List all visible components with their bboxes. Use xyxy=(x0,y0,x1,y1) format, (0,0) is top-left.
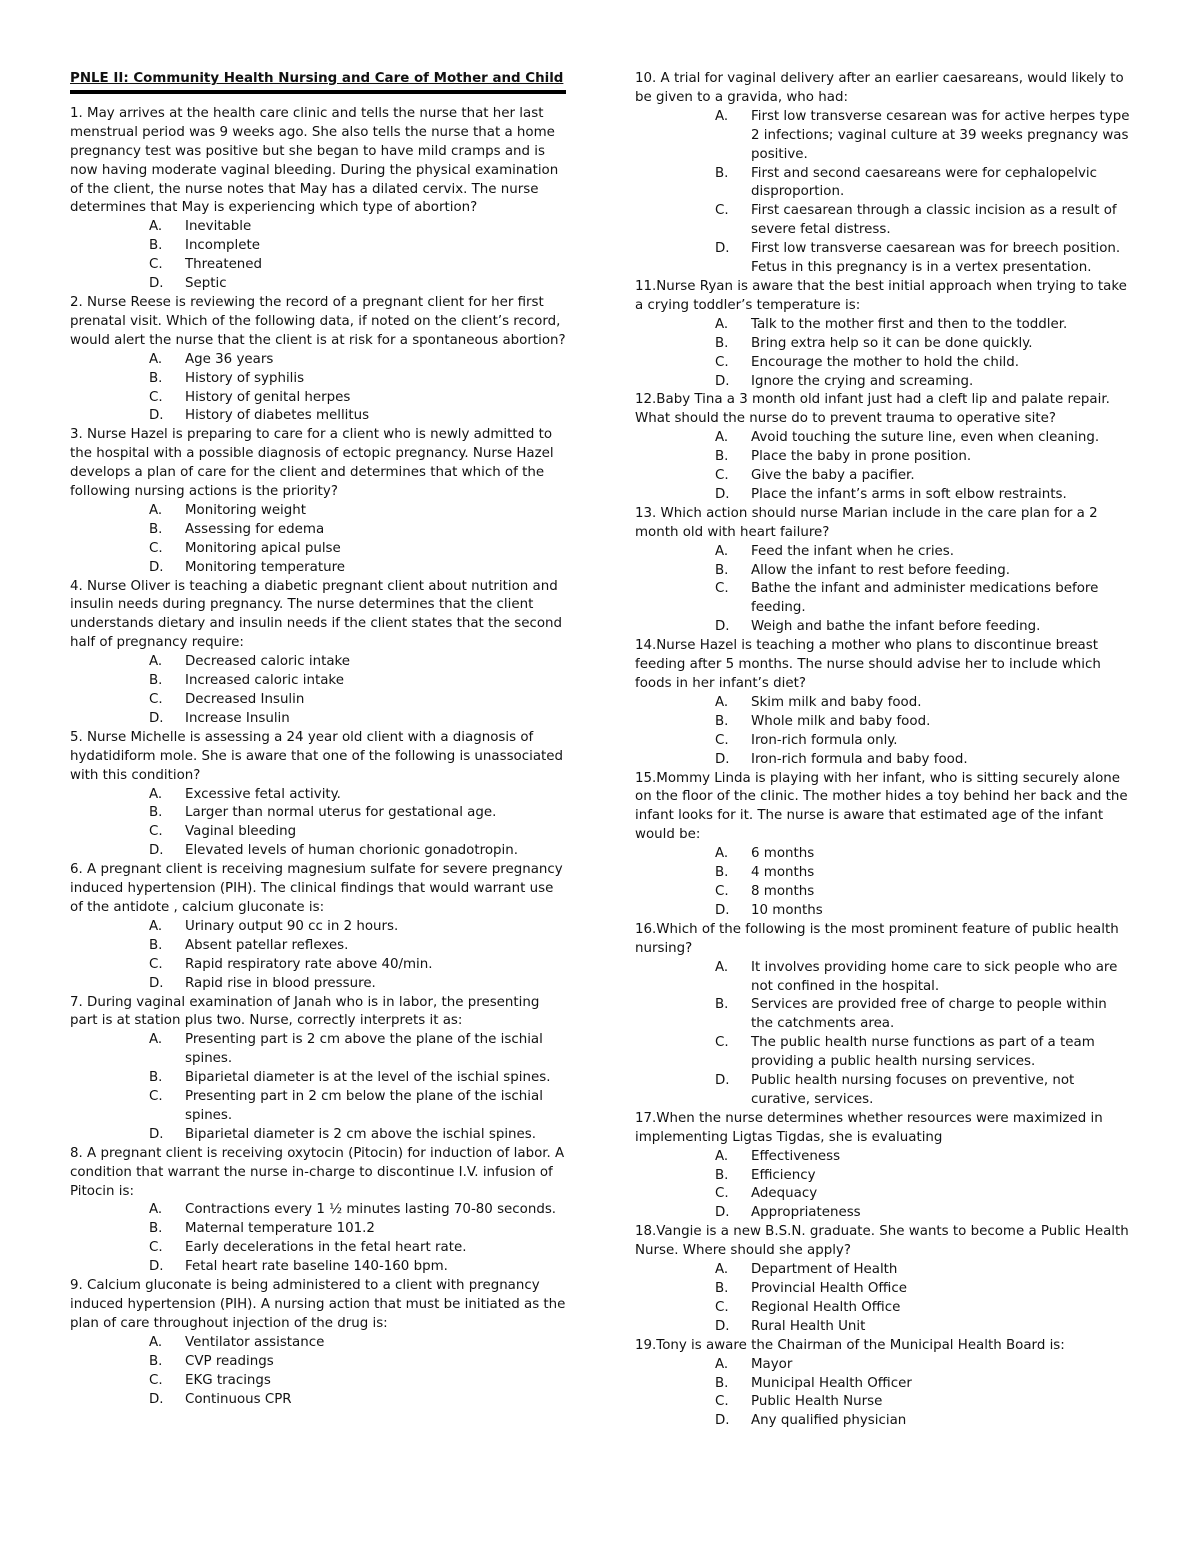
option-text: Regional Health Office xyxy=(751,1299,901,1315)
option-text: Mayor xyxy=(751,1356,793,1372)
option-text: Absent patellar reflexes. xyxy=(185,937,349,953)
answer-option xyxy=(635,1299,1131,1318)
option-letter: D. xyxy=(715,619,730,635)
option-letter: C. xyxy=(715,1186,729,1202)
option-letter: D. xyxy=(149,843,164,859)
option-text: History of diabetes mellitus xyxy=(185,408,370,424)
answer-option xyxy=(635,467,1131,486)
right-question-list xyxy=(635,70,1131,1431)
option-letter: D. xyxy=(149,1259,164,1275)
question-item xyxy=(70,578,566,729)
answer-option xyxy=(635,448,1131,467)
answer-option xyxy=(635,1280,1131,1299)
option-letter: B. xyxy=(149,370,163,386)
option-text: Iron-rich formula and baby food. xyxy=(751,751,968,767)
option-letter: C. xyxy=(149,257,163,273)
option-text: Presenting part in 2 cm below the plane of the ischial spines. xyxy=(185,1089,543,1123)
answer-option xyxy=(70,275,566,294)
option-text: CVP readings xyxy=(185,1353,274,1369)
answer-option xyxy=(70,937,566,956)
option-letter: B. xyxy=(149,937,163,953)
answer-option xyxy=(70,1088,566,1126)
question-stem: 17.When the nurse determines whether resources were maximized in implementing Ligtas Tigdas, she is evaluating xyxy=(635,1110,1103,1145)
question-item xyxy=(635,770,1131,921)
option-letter: A. xyxy=(715,543,729,559)
left-question-list xyxy=(70,105,566,1410)
answer-option xyxy=(635,543,1131,562)
answer-option xyxy=(635,713,1131,732)
question-item xyxy=(70,861,566,993)
answer-option xyxy=(635,1261,1131,1280)
option-letter: D. xyxy=(149,975,164,991)
answer-option xyxy=(635,580,1131,618)
option-text: Bathe the infant and administer medications before feeding. xyxy=(751,581,1099,616)
answer-option xyxy=(635,1412,1131,1431)
option-letter: C. xyxy=(715,1299,729,1315)
answer-option xyxy=(70,1334,566,1353)
option-letter: D. xyxy=(149,559,164,575)
answer-option xyxy=(635,694,1131,713)
answer-option xyxy=(635,902,1131,921)
answer-option xyxy=(70,1201,566,1220)
question-stem: 4. Nurse Oliver is teaching a diabetic pregnant client about nutrition and insulin needs during pregnancy. The nurse determines that the client understands dietary and insulin needs if the client states that the second half of pregnancy require: xyxy=(70,578,563,651)
option-text: Appropriateness xyxy=(751,1205,861,1221)
answer-option xyxy=(635,845,1131,864)
option-letter: A. xyxy=(715,959,729,975)
option-letter: A. xyxy=(149,1032,163,1048)
option-letter: C. xyxy=(715,581,729,597)
answer-option xyxy=(635,562,1131,581)
question-stem: 7. During vaginal examination of Janah who is in labor, the presenting part is at station plus two. Nurse, correctly interprets it as: xyxy=(70,994,540,1029)
answer-option xyxy=(70,1353,566,1372)
question-item xyxy=(70,1145,566,1277)
option-letter: A. xyxy=(149,502,163,518)
option-letter: A. xyxy=(715,108,729,124)
option-text: Public Health Nurse xyxy=(751,1394,883,1410)
option-text: Municipal Health Officer xyxy=(751,1375,912,1391)
answer-option xyxy=(635,1393,1131,1412)
option-text: Rapid rise in blood pressure. xyxy=(185,975,376,991)
document-title: PNLE II: Community Health Nursing and Care of Mother and Child xyxy=(70,71,564,86)
question-item xyxy=(635,1337,1131,1432)
option-letter: B. xyxy=(149,1221,163,1237)
option-text: Any qualified physician xyxy=(751,1413,907,1429)
answer-option xyxy=(70,1239,566,1258)
option-letter: B. xyxy=(715,713,729,729)
option-letter: D. xyxy=(149,276,164,292)
answer-option xyxy=(70,1220,566,1239)
answer-option xyxy=(70,1391,566,1410)
answer-option xyxy=(635,108,1131,165)
question-stem: 9. Calcium gluconate is being administered to a client with pregnancy induced hypertension (PIH). A nursing action that must be initiated as the plan of care throughout injection of the drug is: xyxy=(70,1278,566,1331)
answer-option xyxy=(70,1031,566,1069)
answer-option xyxy=(635,732,1131,751)
option-text: Skim milk and baby food. xyxy=(751,694,922,710)
option-letter: A. xyxy=(149,1334,163,1350)
answer-option xyxy=(635,486,1131,505)
option-text: Department of Health xyxy=(751,1262,898,1278)
question-stem: 14.Nurse Hazel is teaching a mother who plans to discontinue breast feeding after 5 months. The nurse should advise her to include which foods in her infant’s diet? xyxy=(635,638,1101,691)
answer-option xyxy=(70,521,566,540)
option-text: Encourage the mother to hold the child. xyxy=(751,354,1020,370)
question-item xyxy=(635,505,1131,637)
answer-option xyxy=(70,691,566,710)
answer-option xyxy=(635,1204,1131,1223)
option-text: Urinary output 90 cc in 2 hours. xyxy=(185,918,399,934)
option-text: Threatened xyxy=(185,257,263,273)
left-column xyxy=(70,70,566,1409)
answer-option xyxy=(635,354,1131,373)
option-text: Place the baby in prone position. xyxy=(751,449,972,465)
option-letter: B. xyxy=(715,997,729,1013)
option-letter: B. xyxy=(715,562,729,578)
question-stem: 13. Which action should nurse Marian include in the care plan for a 2 month old with heart failure? xyxy=(635,505,1098,540)
answer-option xyxy=(635,1375,1131,1394)
option-text: Inevitable xyxy=(185,219,252,235)
option-text: Early decelerations in the fetal heart rate. xyxy=(185,1240,467,1256)
option-letter: D. xyxy=(149,408,164,424)
title-rule xyxy=(70,90,566,94)
answer-option xyxy=(635,1034,1131,1072)
option-text: First caesarean through a classic incision as a result of severe fetal distress. xyxy=(751,203,1117,238)
answer-option xyxy=(70,502,566,521)
answer-option xyxy=(635,316,1131,335)
answer-option xyxy=(70,559,566,578)
option-text: Biparietal diameter is 2 cm above the ischial spines. xyxy=(185,1126,537,1142)
option-letter: B. xyxy=(149,521,163,537)
option-letter: C. xyxy=(149,692,163,707)
answer-option xyxy=(70,407,566,426)
option-letter: C. xyxy=(715,1035,729,1051)
answer-option xyxy=(70,370,566,389)
option-letter: D. xyxy=(149,1391,164,1407)
option-text: Bring extra help so it can be done quickly. xyxy=(751,335,1033,351)
option-text: Increased caloric intake xyxy=(185,673,344,689)
option-text: The public health nurse functions as part of a team providing a public health nursing services. xyxy=(751,1035,1095,1070)
question-item xyxy=(635,391,1131,504)
option-letter: D. xyxy=(715,1413,730,1429)
option-text: Assessing for edema xyxy=(185,521,325,537)
question-stem: 10. A trial for vaginal delivery after an earlier caesareans, would likely to be given to a gravida, who had: xyxy=(635,71,1124,105)
answer-option xyxy=(635,202,1131,240)
option-letter: C. xyxy=(149,1240,163,1256)
question-stem: 12.Baby Tina a 3 month old infant just had a cleft lip and palate repair. What should the nurse do to prevent trauma to operative site? xyxy=(635,392,1110,427)
answer-option xyxy=(635,240,1131,278)
answer-option xyxy=(70,786,566,805)
answer-option xyxy=(635,1148,1131,1167)
option-text: First low transverse cesarean was for active herpes type 2 infections; vaginal culture at 39 weeks pregnancy was positive. xyxy=(751,108,1130,162)
option-text: Effectiveness xyxy=(751,1148,841,1164)
right-column xyxy=(635,70,1131,1431)
question-stem: 11.Nurse Ryan is aware that the best initial approach when trying to take a crying toddler’s temperature is: xyxy=(635,278,1127,313)
option-text: Efficiency xyxy=(751,1167,816,1183)
option-text: Contractions every 1 ½ minutes lasting 70-80 seconds. xyxy=(185,1202,557,1218)
option-text: It involves providing home care to sick people who are not confined in the hospital. xyxy=(751,959,1118,994)
option-letter: C. xyxy=(149,824,163,840)
answer-option xyxy=(635,1185,1131,1204)
option-text: Monitoring temperature xyxy=(185,559,346,575)
answer-option xyxy=(70,804,566,823)
answer-option xyxy=(70,1126,566,1145)
option-text: Septic xyxy=(185,276,227,292)
option-text: Feed the infant when he cries. xyxy=(751,543,955,559)
answer-option xyxy=(635,883,1131,902)
option-text: Decreased caloric intake xyxy=(185,654,351,670)
answer-option xyxy=(70,842,566,861)
question-stem: 8. A pregnant client is receiving oxytocin (Pitocin) for induction of labor. A condition that warrant the nurse in-charge to discontinue I.V. infusion of Pitocin is: xyxy=(70,1145,565,1199)
option-text: Fetal heart rate baseline 140-160 bpm. xyxy=(185,1259,448,1275)
answer-option xyxy=(635,1167,1131,1186)
question-stem: 15.Mommy Linda is playing with her infant, who is sitting securely alone on the floor of the clinic. The mother hides a toy behind her back and the infant looks for it. The nurse is aware that estimated age of the infant would be: xyxy=(635,770,1128,843)
option-text: Monitoring apical pulse xyxy=(185,540,341,556)
option-letter: D. xyxy=(149,710,164,726)
option-letter: A. xyxy=(715,1148,729,1164)
option-letter: C. xyxy=(715,883,729,899)
option-letter: C. xyxy=(149,1089,163,1105)
option-text: Continuous CPR xyxy=(185,1391,292,1407)
question-item xyxy=(70,729,566,861)
question-stem: 18.Vangie is a new B.S.N. graduate. She wants to become a Public Health Nurse. Where should she apply? xyxy=(635,1224,1129,1259)
option-letter: C. xyxy=(149,956,163,972)
option-text: Presenting part is 2 cm above the plane of the ischial spines. xyxy=(185,1032,543,1067)
option-letter: D. xyxy=(715,241,730,257)
option-letter: C. xyxy=(149,540,163,556)
option-letter: B. xyxy=(149,1070,163,1086)
option-letter: B. xyxy=(715,165,729,181)
answer-option xyxy=(635,751,1131,770)
question-stem: 5. Nurse Michelle is assessing a 24 year old client with a diagnosis of hydatidiform mole. She is aware that one of the following is unassociated with this condition? xyxy=(70,729,564,783)
option-text: Elevated levels of human chorionic gonadotropin. xyxy=(185,843,518,859)
option-text: Ignore the crying and screaming. xyxy=(751,373,974,389)
question-item xyxy=(70,294,566,426)
question-item xyxy=(635,278,1131,391)
question-stem: 16.Which of the following is the most prominent feature of public health nursing? xyxy=(635,921,1119,956)
answer-option xyxy=(635,429,1131,448)
option-text: Monitoring weight xyxy=(185,502,307,518)
option-text: Larger than normal uterus for gestational age. xyxy=(185,805,497,821)
option-letter: B. xyxy=(715,1167,729,1183)
answer-option xyxy=(70,672,566,691)
option-text: Excessive fetal activity. xyxy=(185,786,341,802)
option-letter: C. xyxy=(149,1372,163,1388)
question-item xyxy=(635,921,1131,1110)
answer-option xyxy=(70,1258,566,1277)
option-text: Increase Insulin xyxy=(185,710,290,726)
option-letter: A. xyxy=(149,918,163,934)
option-letter: D. xyxy=(715,486,730,502)
answer-option xyxy=(70,218,566,237)
answer-option xyxy=(70,653,566,672)
option-letter: A. xyxy=(149,654,163,670)
option-letter: C. xyxy=(715,1394,729,1410)
question-stem: 19.Tony is aware the Chairman of the Municipal Health Board is: xyxy=(635,1337,1065,1353)
option-letter: D. xyxy=(715,1318,730,1334)
option-letter: B. xyxy=(715,335,729,351)
option-letter: B. xyxy=(715,865,729,881)
option-letter: A. xyxy=(715,316,729,332)
answer-option xyxy=(70,1372,566,1391)
option-text: Rapid respiratory rate above 40/min. xyxy=(185,956,433,972)
option-letter: B. xyxy=(149,238,163,254)
question-stem: 1. May arrives at the health care clinic and tells the nurse that her last menstrual period was 9 weeks ago. She also tells the nurse that a home pregnancy test was positive but she began to have mild cramps and is now having moderate vaginal bleeding. During the physical examination of the client, the nurse notes that May has a dilated cervix. The nurse determines that May is experiencing which type of abortion? xyxy=(70,105,559,216)
option-text: Age 36 years xyxy=(185,351,274,367)
option-letter: D. xyxy=(715,1073,730,1089)
answer-option xyxy=(70,351,566,370)
option-letter: D. xyxy=(715,902,730,918)
option-text: 8 months xyxy=(751,883,815,899)
option-letter: C. xyxy=(149,389,163,405)
option-text: Provincial Health Office xyxy=(751,1281,907,1296)
option-letter: D. xyxy=(715,373,730,389)
question-stem: 3. Nurse Hazel is preparing to care for a client who is newly admitted to the hospital with a possible diagnosis of ectopic pregnancy. Nurse Hazel develops a plan of care for the client and determines that which of the following nursing actions is the priority? xyxy=(70,427,554,500)
answer-option xyxy=(70,389,566,408)
option-letter: A. xyxy=(149,786,163,802)
option-text: Services are provided free of charge to people within the catchments area. xyxy=(751,997,1107,1032)
option-text: 6 months xyxy=(751,846,815,862)
option-letter: B. xyxy=(149,805,163,821)
answer-option xyxy=(635,1072,1131,1110)
option-letter: B. xyxy=(149,1353,163,1369)
option-letter: A. xyxy=(149,351,163,367)
option-letter: B. xyxy=(715,1281,729,1296)
option-text: History of genital herpes xyxy=(185,389,351,405)
option-text: First low transverse caesarean was for breech position. Fetus in this pregnancy is in a vertex presentation. xyxy=(751,241,1121,276)
option-text: Place the infant’s arms in soft elbow restraints. xyxy=(751,486,1067,502)
answer-option xyxy=(70,237,566,256)
question-item xyxy=(635,637,1131,769)
option-letter: A. xyxy=(715,1262,729,1278)
option-text: Talk to the mother first and then to the toddler. xyxy=(751,316,1068,332)
question-item xyxy=(70,1277,566,1409)
option-letter: C. xyxy=(715,354,729,370)
answer-option xyxy=(70,956,566,975)
option-letter: D. xyxy=(715,1205,730,1221)
answer-option xyxy=(70,710,566,729)
option-letter: C. xyxy=(715,732,729,748)
option-text: Biparietal diameter is at the level of the ischial spines. xyxy=(185,1070,551,1086)
option-letter: B. xyxy=(715,449,729,465)
question-item xyxy=(635,1110,1131,1223)
answer-option xyxy=(70,1069,566,1088)
option-text: Give the baby a pacifier. xyxy=(751,468,915,484)
option-text: Decreased Insulin xyxy=(185,692,305,707)
option-letter: D. xyxy=(149,1126,164,1142)
question-stem: 6. A pregnant client is receiving magnesium sulfate for severe pregnancy induced hypertension (PIH). The clinical findings that would warrant use of the antidote , calcium gluconate is: xyxy=(70,862,563,915)
option-letter: A. xyxy=(715,430,729,446)
option-text: Allow the infant to rest before feeding. xyxy=(751,562,1010,578)
option-letter: A. xyxy=(149,219,163,235)
option-letter: A. xyxy=(149,1202,163,1218)
option-text: Iron-rich formula only. xyxy=(751,732,898,748)
option-letter: B. xyxy=(149,673,163,689)
question-item xyxy=(70,105,566,294)
option-text: 10 months xyxy=(751,902,823,918)
answer-option xyxy=(635,1318,1131,1337)
answer-option xyxy=(635,996,1131,1034)
option-letter: A. xyxy=(715,694,729,710)
option-text: Rural Health Unit xyxy=(751,1318,866,1334)
option-letter: B. xyxy=(715,1375,729,1391)
question-item xyxy=(70,426,566,577)
option-text: Adequacy xyxy=(751,1186,818,1202)
question-item xyxy=(635,1223,1131,1336)
answer-option xyxy=(70,918,566,937)
option-text: Avoid touching the suture line, even when cleaning. xyxy=(751,430,1100,446)
question-stem: 2. Nurse Reese is reviewing the record of a pregnant client for her first prenatal visit. Which of the following data, if noted on the client’s record, would alert the nurse that the client is at risk for a spontaneous abortion? xyxy=(70,294,566,348)
option-text: 4 months xyxy=(751,865,815,881)
option-letter: D. xyxy=(715,751,730,767)
question-item xyxy=(70,994,566,1145)
option-letter: C. xyxy=(715,203,729,219)
question-item xyxy=(635,70,1131,278)
option-text: Ventilator assistance xyxy=(185,1334,325,1350)
answer-option xyxy=(635,864,1131,883)
option-letter: A. xyxy=(715,846,729,862)
option-text: Public health nursing focuses on preventive, not curative, services. xyxy=(751,1073,1075,1107)
option-text: Vaginal bleeding xyxy=(185,824,297,840)
answer-option xyxy=(70,256,566,275)
option-letter: A. xyxy=(715,1356,729,1372)
option-text: Incomplete xyxy=(185,238,260,254)
option-letter: C. xyxy=(715,468,729,484)
answer-option xyxy=(70,823,566,842)
answer-option xyxy=(635,618,1131,637)
answer-option xyxy=(635,335,1131,354)
answer-option xyxy=(635,1356,1131,1375)
option-text: First and second caesareans were for cephalopelvic disproportion. xyxy=(751,165,1097,200)
option-text: Maternal temperature 101.2 xyxy=(185,1221,375,1237)
answer-option xyxy=(635,165,1131,203)
answer-option xyxy=(635,959,1131,997)
answer-option xyxy=(70,540,566,559)
option-text: History of syphilis xyxy=(185,370,305,386)
option-text: Weigh and bathe the infant before feeding. xyxy=(751,619,1041,635)
option-text: EKG tracings xyxy=(185,1372,271,1388)
answer-option xyxy=(635,373,1131,392)
answer-option xyxy=(70,975,566,994)
option-text: Whole milk and baby food. xyxy=(751,713,931,729)
